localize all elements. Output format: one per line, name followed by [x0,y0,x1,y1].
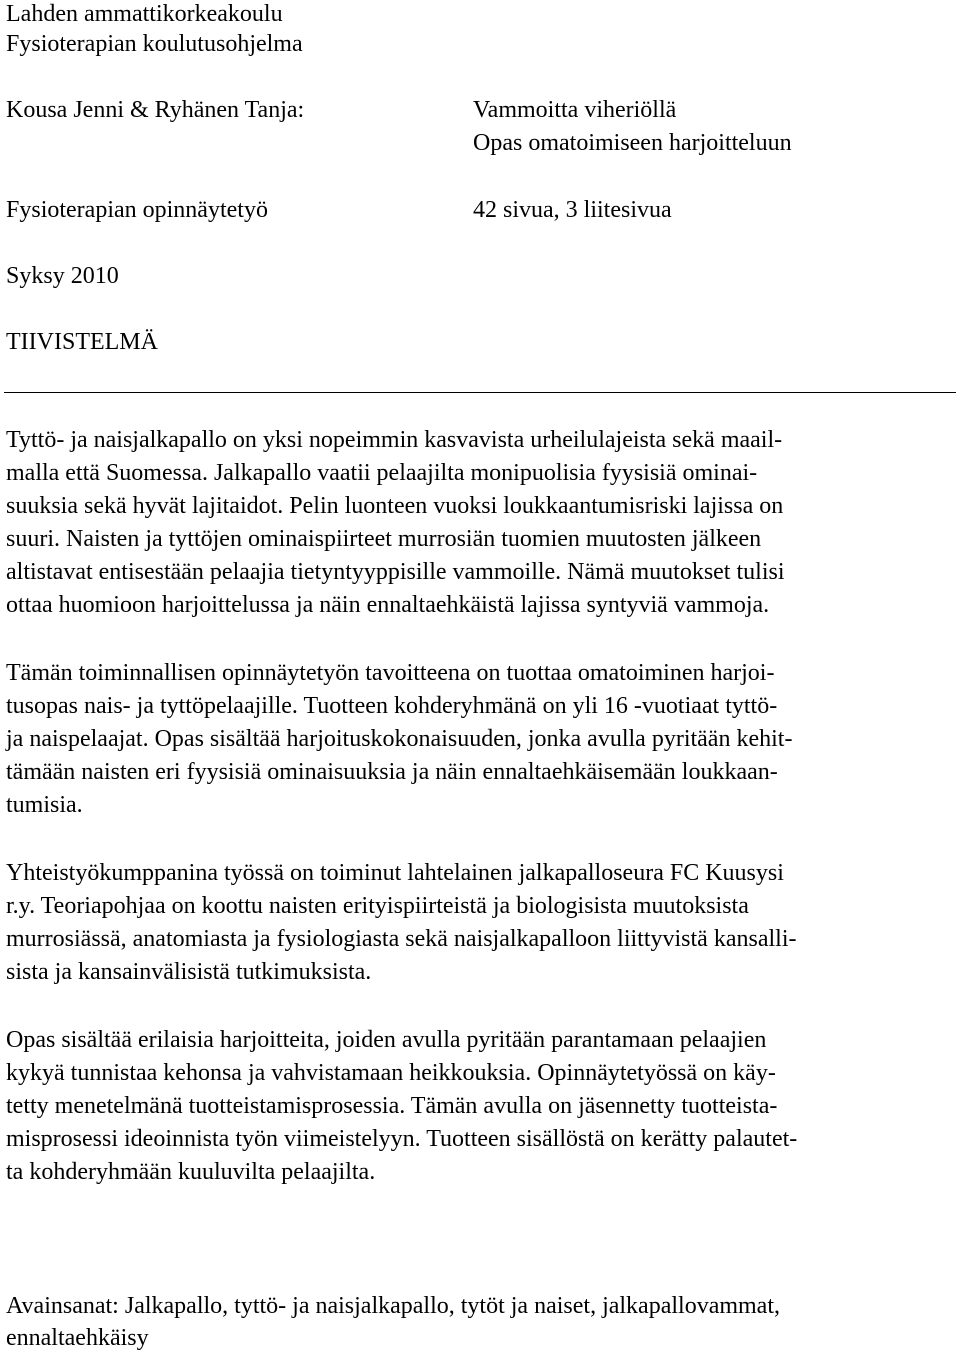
text-line: tämään naisten eri fyysisiä ominaisuuksia ja näin ennaltaehkäisemään loukkaan- [6,759,778,785]
thesis-title: Vammoitta viheriöllä [473,97,677,123]
thesis-subtitle: Opas omatoimiseen harjoitteluun [473,130,792,156]
institution-name: Lahden ammattikorkeakoulu [6,1,283,27]
abstract-paragraph-4 [6,1024,797,1189]
text-line: sista ja kansainvälisistä tutkimuksista. [6,959,372,985]
thesis-type: Fysioterapian opinnäytetyö [6,197,268,223]
section-heading: TIIVISTELMÄ [6,329,158,355]
keywords-line: Avainsanat: Jalkapallo, tyttö- ja naisjalkapallo, tytöt ja naiset, jalkapallovammat, [6,1293,780,1319]
keywords [6,1290,780,1354]
text-line: tusopas nais- ja tyttöpelaajille. Tuotteen kohderyhmänä on yli 16 -vuotiaat tyttö- [6,693,778,719]
text-line: Yhteistyökumppanina työssä on toiminut lahtelainen jalkapalloseura FC Kuusysi [6,860,784,886]
header-divider [4,392,956,393]
text-line: ja naispelaajat. Opas sisältää harjoituskokonaisuuden, jonka avulla pyritään kehit- [6,726,793,752]
abstract-paragraph-3 [6,857,796,989]
text-line: ta kohderyhmään kuuluvilta pelaajilta. [6,1159,376,1185]
programme-name: Fysioterapian koulutusohjelma [6,31,303,57]
text-line: Tyttö- ja naisjalkapallo on yksi nopeimmin kasvavista urheilulajeista sekä maail- [6,427,783,453]
abstract-paragraph-2 [6,657,792,822]
abstract-paragraph-1 [6,424,785,622]
text-line: tetty menetelmänä tuotteistamisprosessia. Tämän avulla on jäsennetty tuotteista- [6,1093,778,1119]
text-line: suuri. Naisten ja tyttöjen ominaispiirteet murrosiän tuomien muutosten jälkeen [6,526,762,552]
text-line: r.y. Teoriapohjaa on koottu naisten erityispiirteistä ja biologisista muutoksista [6,893,749,919]
term: Syksy 2010 [6,263,119,289]
text-line: Opas sisältää erilaisia harjoitteita, joiden avulla pyritään parantamaan pelaajien [6,1027,767,1053]
text-line: altistavat entisestään pelaajia tietyntyyppisille vammoille. Nämä muutokset tulisi [6,559,785,585]
text-line: Tämän toiminnallisen opinnäytetyön tavoitteena on tuottaa omatoiminen harjoi- [6,660,775,686]
text-line: kykyä tunnistaa kehonsa ja vahvistamaan heikkouksia. Opinnäytetyössä on käy- [6,1060,776,1086]
text-line: misprosessi ideoinnista työn viimeistelyyn. Tuotteen sisällöstä on kerätty palautet- [6,1126,798,1152]
authors: Kousa Jenni & Ryhänen Tanja: [6,97,305,123]
text-line: ottaa huomioon harjoittelussa ja näin ennaltaehkäistä lajissa syntyviä vammoja. [6,592,770,618]
text-line: murrosiässä, anatomiasta ja fysiologiasta sekä naisjalkapalloon liittyvistä kansalli- [6,926,797,952]
text-line: malla että Suomessa. Jalkapallo vaatii pelaajilta monipuolisia fyysisiä ominai- [6,460,758,486]
text-line: tumisia. [6,792,83,818]
page-count: 42 sivua, 3 liitesivua [473,197,672,223]
text-line: suuksia sekä hyvät lajitaidot. Pelin luonteen vuoksi loukkaantumisriski lajissa on [6,493,784,519]
keywords-line: ennaltaehkäisy [6,1325,149,1351]
